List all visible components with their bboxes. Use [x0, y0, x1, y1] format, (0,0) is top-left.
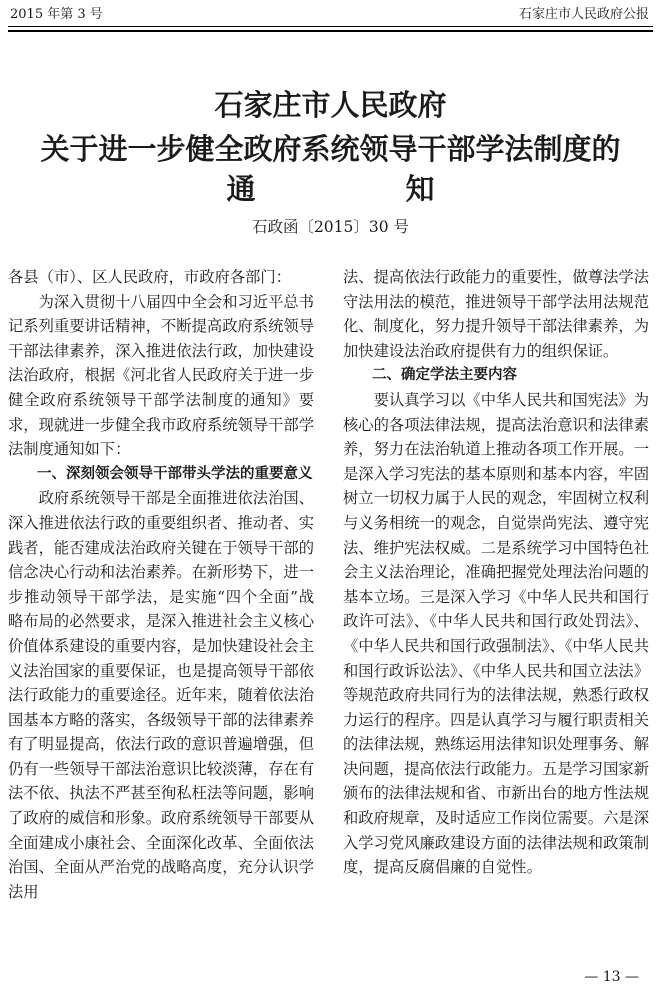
title-line-3	[0, 170, 661, 208]
document-number: 石政函〔2015〕30 号	[251, 218, 410, 236]
intro-paragraph: 为深入贯彻十八届四中全会和习近平总书记系列重要讲话精神，不断提高政府系统领导干部法律素养，深入推进依法行政，加快建设法治政府，根据《河北省人民政府关于进一步健全政府系统领导干部学法制度的通知》要求，现就进一步健全我市政府系统领导干部学法制度通知如下：	[8, 292, 314, 459]
title-line-1: 石家庄市人民政府	[214, 88, 447, 122]
issue-label: 2015 年第 3 号	[10, 7, 103, 22]
title-char-zhi: 知	[405, 172, 435, 206]
section-1-heading: 一、深刻领会领导干部带头学法的重要意义	[37, 465, 313, 482]
running-header	[8, 4, 653, 27]
right-column	[343, 265, 649, 880]
header-rule	[8, 30, 653, 32]
continuation-paragraph: 法、提高依法行政能力的重要性，做尊法学法守法用法的模范，推进领导干部学法用法规范化、制度化，努力提升领导干部法律素养，为加快建设法治政府提供有力的组织保证。	[343, 268, 649, 360]
section-2-body: 要认真学习以《中华人民共和国宪法》为核心的各项法律法规，提高法治意识和法律素养，努力在法治轨道上推动各项工作开展。一是深入学习宪法的基本原则和基本内容，牢固树立一切权力属于人民的观念，牢固树立权利与义务相统一的观念，自觉崇尚宪法、遵守宪法、维护宪法权威。二是系统学习中国特色社会主义法治理论，准确把握党处理法治问题的基本立场。三是深入学习《中华人民共和国行政许可法》、《中华人民共和国行政处罚法》、《中华人民共和国行政强制法》、《中华人民共和国行政诉讼法》、《中华人民共和国立法法》等规范政府共同行为的法律法规，熟悉行政权力运行的程序。四是认真学习与履行职责相关的法律法规，熟练运用法律知识处理事务、解决问题，提高依法行政能力。五是学习国家新颁布的法律法规和省、市新出台的地方性法规和政府规章，及时适应工作岗位需要。六是深入学习党风廉政建设方面的法律法规和政策制度，提高反腐倡廉的自觉性。	[343, 390, 649, 877]
title-line-2: 关于进一步健全政府系统领导干部学法制度的	[40, 132, 621, 166]
journal-name: 石家庄市人民政府公报	[518, 7, 649, 22]
section-2-heading: 二、确定学法主要内容	[372, 367, 517, 384]
section-1-body: 政府系统领导干部是全面推进依法治国、深入推进依法行政的重要组织者、推动者、实践者，能否建成法治政府关键在于领导干部的信念决心行动和法治素养。在新形势下，进一步推动领导干部学法，是实施“四个全面”战略布局的必然要求，是深入推进社会主义核心价值体系建设的重要内容，是加快建设社会主义法治国家的重要保证，也是提高领导干部依法行政能力的重要途径。近年来，随着依法治国基本方略的落实，各级领导干部的法律素养有了明显提高，依法行政的意识普遍增强，但仍有一些领导干部法治意识比较淡薄，存在有法不依、执法不严甚至徇私枉法等问题，影响了政府的威信和形象。政府系统领导干部要从全面建成小康社会、全面深化改革、全面依法治国、全面从严治党的战略高度，充分认识学法用	[8, 489, 314, 901]
page-number: — 13 —	[584, 969, 639, 985]
salutation: 各县（市）、区人民政府，市政府各部门：	[8, 268, 291, 286]
left-column	[8, 265, 314, 904]
title-char-tong: 通	[226, 172, 256, 206]
